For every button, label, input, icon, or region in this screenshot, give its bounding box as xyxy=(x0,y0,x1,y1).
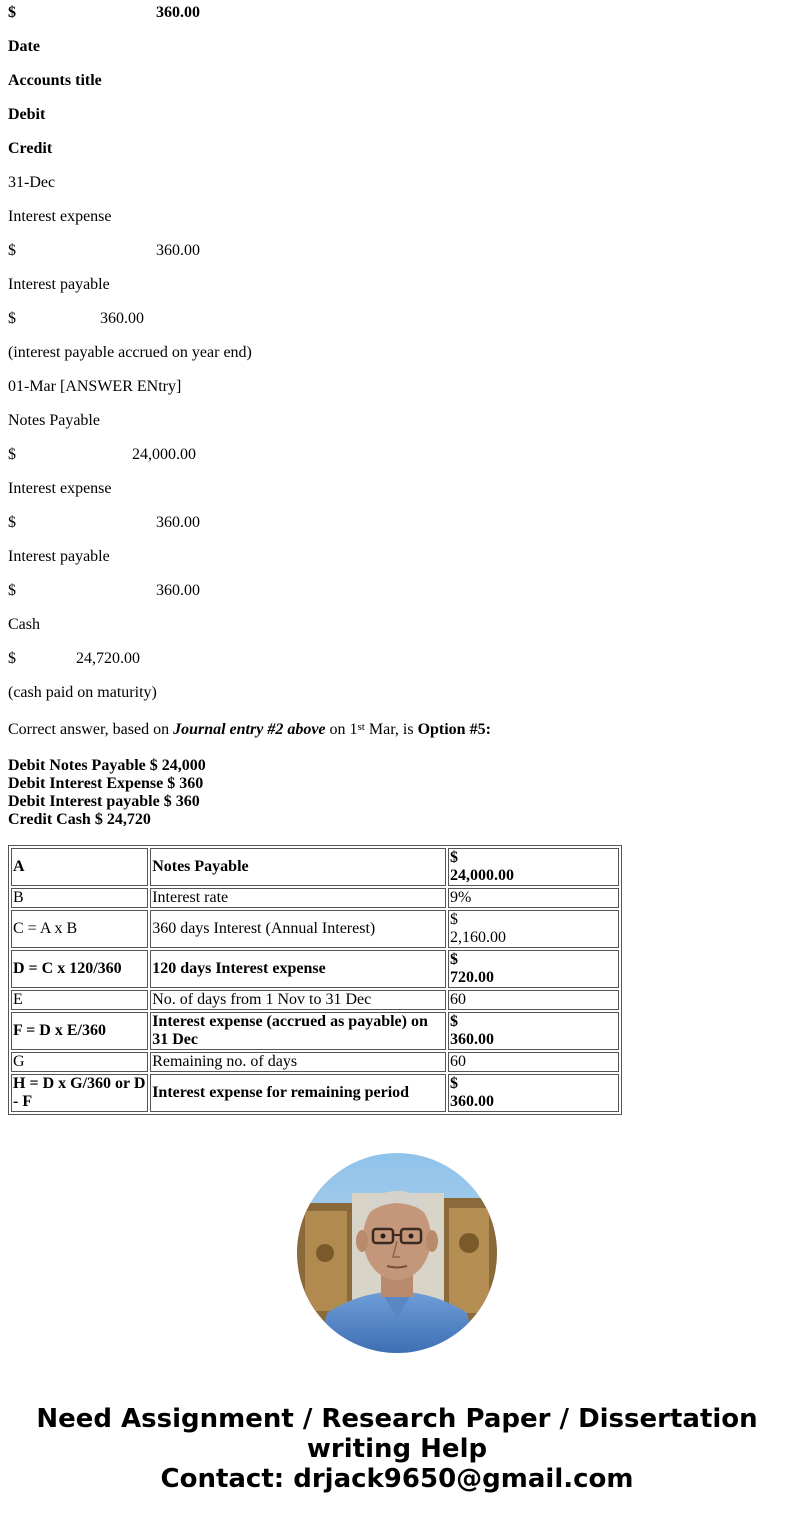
entry1-date: 31-Dec xyxy=(8,174,56,191)
table-row xyxy=(11,848,619,886)
row-value: $ 2,160.00 xyxy=(448,910,619,948)
entry2-cash: Cash xyxy=(8,616,40,633)
answer-line: Debit Notes Payable $ 24,000 xyxy=(8,757,206,774)
row-key: F = D x E/360 xyxy=(11,1012,148,1050)
entry2-notes-value: 24,000.00 xyxy=(132,446,196,463)
entry2-notes-sign: $ xyxy=(8,446,16,463)
row-value: $ 720.00 xyxy=(448,950,619,988)
row-key: G xyxy=(11,1052,148,1072)
entry2-interest-expense: Interest expense xyxy=(8,480,112,497)
table-row xyxy=(11,1074,619,1112)
row-description: Interest rate xyxy=(150,888,446,908)
row-value: 60 xyxy=(448,1052,619,1072)
footer-line-2: writing Help xyxy=(306,1434,488,1464)
entry2-interest-payable: Interest payable xyxy=(8,548,110,565)
top-amount-value: 360.00 xyxy=(156,4,200,21)
table-row xyxy=(11,950,619,988)
entry1-debit-account: Interest expense xyxy=(8,208,112,225)
row-description: 120 days Interest expense xyxy=(150,950,446,988)
entry2-note: (cash paid on maturity) xyxy=(8,684,157,701)
answer-line: Debit Interest Expense $ 360 xyxy=(8,775,204,792)
row-key: C = A x B xyxy=(11,910,148,948)
row-key: D = C x 120/360 xyxy=(11,950,148,988)
answer-mid: on 1 xyxy=(325,721,358,738)
row-value: $ 360.00 xyxy=(448,1012,619,1050)
header-date: Date xyxy=(8,38,40,55)
entry2-interest-payable-value: 360.00 xyxy=(156,582,200,599)
row-value: $ 24,000.00 xyxy=(448,848,619,886)
row-value: $ 360.00 xyxy=(448,1074,619,1112)
answer-prefix: Correct answer, based on xyxy=(8,721,174,738)
answer-after: Mar, is xyxy=(364,721,418,738)
answer-reference: Journal entry #2 above xyxy=(173,721,326,738)
footer-contact-email[interactable]: Contact: drjack9650@gmail.com xyxy=(160,1464,634,1494)
row-value: 9% xyxy=(448,888,619,908)
author-avatar xyxy=(297,1153,497,1353)
entry1-credit-sign: $ xyxy=(8,310,16,327)
entry2-interest-expense-value: 360.00 xyxy=(156,514,200,531)
footer-line-1: Need Assignment / Research Paper / Dissertation xyxy=(36,1404,758,1434)
answer-option: Option #5: xyxy=(417,721,491,738)
row-description: Interest expense (accrued as payable) on 31 Dec xyxy=(150,1012,446,1050)
table-row xyxy=(11,1012,619,1050)
entry2-notes-payable: Notes Payable xyxy=(8,412,100,429)
table-row xyxy=(11,1052,619,1072)
table-row xyxy=(11,990,619,1010)
row-description: Notes Payable xyxy=(150,848,446,886)
entry1-note: (interest payable accrued on year end) xyxy=(8,344,252,361)
table-row xyxy=(11,888,619,908)
answer-ordinal-suffix: st xyxy=(357,721,365,733)
header-debit: Debit xyxy=(8,106,46,123)
answer-line: Credit Cash $ 24,720 xyxy=(8,811,151,828)
row-description: No. of days from 1 Nov to 31 Dec xyxy=(150,990,446,1010)
entry1-debit-value: 360.00 xyxy=(156,242,200,259)
entry1-credit-value: 360.00 xyxy=(100,310,144,327)
row-description: Interest expense for remaining period xyxy=(150,1074,446,1112)
entry2-cash-sign: $ xyxy=(8,650,16,667)
row-key: A xyxy=(11,848,148,886)
table-row xyxy=(11,910,619,948)
avatar-portrait-image xyxy=(297,1153,497,1353)
header-accounts-title: Accounts title xyxy=(8,72,102,89)
footer-contact xyxy=(0,1404,794,1494)
entry2-interest-payable-sign: $ xyxy=(8,582,16,599)
entry1-debit-sign: $ xyxy=(8,242,16,259)
row-description: 360 days Interest (Annual Interest) xyxy=(150,910,446,948)
answer-lines xyxy=(8,757,206,829)
header-credit: Credit xyxy=(8,140,53,157)
answer-line: Debit Interest payable $ 360 xyxy=(8,793,200,810)
entry2-interest-expense-sign: $ xyxy=(8,514,16,531)
row-key: E xyxy=(11,990,148,1010)
entry1-credit-account: Interest payable xyxy=(8,276,110,293)
row-value: 60 xyxy=(448,990,619,1010)
entry2-cash-value: 24,720.00 xyxy=(76,650,140,667)
row-key: H = D x G/360 or D - F xyxy=(11,1074,148,1112)
entry2-date: 01-Mar [ANSWER ENtry] xyxy=(8,378,182,395)
row-key: B xyxy=(11,888,148,908)
answer-statement xyxy=(8,721,491,739)
row-description: Remaining no. of days xyxy=(150,1052,446,1072)
top-amount-sign: $ xyxy=(8,4,16,21)
calculation-table xyxy=(8,845,622,1115)
